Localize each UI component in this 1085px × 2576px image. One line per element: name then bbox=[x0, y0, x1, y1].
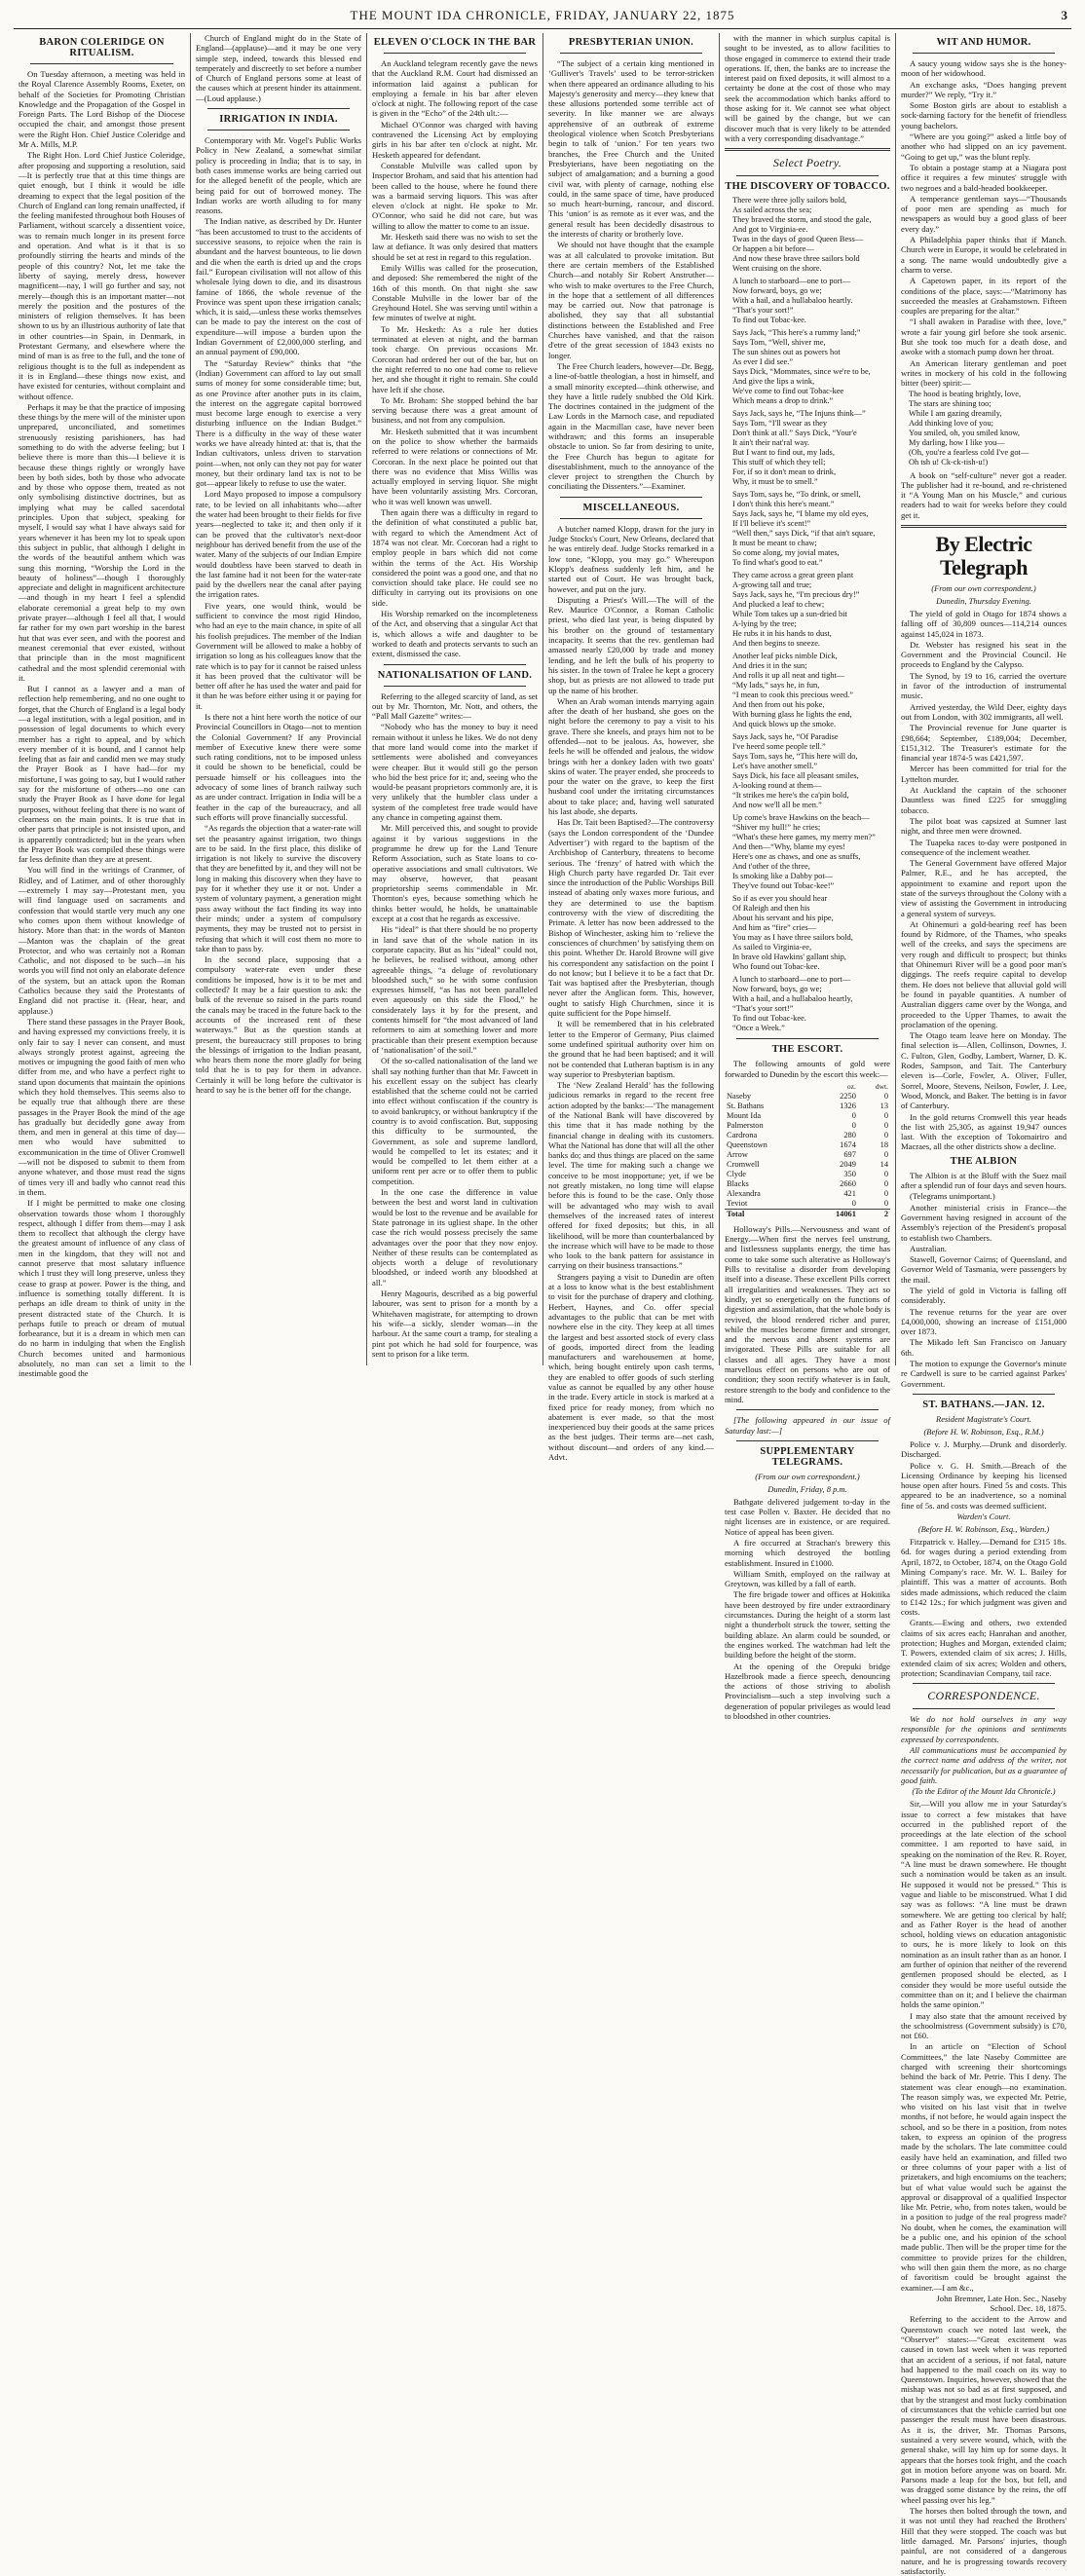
table-cell-place: Cardrona bbox=[727, 1130, 758, 1139]
paragraph: In the second place, supposing that a compulsory water-rate even under these conditions be imposed, how is it to be met and collected? It may be a fair question to ask: the bulk of the revenue so raised in the parts round the canals may be traced in the future back to the accounts of the increased rent of these waterways.” But as the question stands at present, the bureaucracy still proposes to bring the blessings of irrigation to the Indian peasant, who hears them none the more gladly for being told that he is to pay for them in advance. Certainly it will be long before the cultivator is heard to say he is the better off for the change. bbox=[196, 954, 361, 1095]
table-cell-place: Mount Ida bbox=[727, 1110, 762, 1120]
paragraph: The Albion is at the Bluff with the Suez mail after a splendid run of four days and seven hours. bbox=[901, 1170, 1066, 1191]
table-cell-place: Blacks bbox=[727, 1178, 749, 1188]
paragraph: Australian. bbox=[910, 1243, 947, 1253]
table-cell-amount: 0 bbox=[883, 1120, 888, 1130]
poem-stanza: The hood is beating brightly, love, The stars are shining too; While I am gazing dreamily, Add thinking love of you; You smiled, oh, you smiled know, My darling, how I like you— (Oh, you're a fearless cold I've got— Oh tsh u! Ck-ck-tish-u!) bbox=[909, 389, 1029, 467]
paragraph: The “Saturday Review” thinks that “the (Indian) Government can afford to lay out small sums of money for some considerable time; but, as one Province after another puts in its claim, the interest on the aggregate capital borrowed must become large enough to exercise a very disturbing influence on the Indian Budget.” There is a difficulty in the way of these water works we have already hinted at: that is, that the Indian cultivators, unless driven to starvation point—when, not only can they not pay for water money, but their ordinary land tax is not to be got—appear likely to refuse to use the water. bbox=[196, 357, 361, 489]
paragraph: Perhaps it may be that the practice of imposing these things by the mere will of the minister upon unprepared, unconciliated, and sometimes strenuously resisting parishioners, has had something to do with the adverse feeling; but I believe there is more than this—I believe it is because these things rightly or wrongly have been by both sides, both by those who advocate and by those who oppose them, treated as not only symbolising distinctive doctrines, but as implying what may be called sacerdotal principles. Upon that subject, speaking for myself, I would say what I have always said for years whenever it has been my lot to speak upon this subject in public, that although I delight in the words of the beautiful anthem which was sung this morning, “Worship the Lord in the beauty of holiness”—though I thoroughly appreciate and delight in magnificent architecture—and though in my heart I feel a splendid elaborate ceremonial a great help to my own private prayer—although I feel all that, I would far rather for my own part worship in the barest hut that was ever seen, and with the poorest and meanest ceremonial that ever existed, without that principle than in the most magnificent cathedral and the most splendid ceremonial with it. bbox=[19, 401, 185, 683]
paragraph: To Mr. Hesketh: As a rule her duties terminated at eleven at night, and the barman took charge. On previous occasions Mr. Corcoran had ordered her out of the bar, but on the night referred to no one had come to relieve her, and she thought it right to remain. She could have left if she chose. bbox=[372, 323, 538, 394]
table-cell-place: St. Bathans bbox=[727, 1101, 765, 1110]
paragraph: The Indian native, as described by Dr. Hunter “has been accustomed to trust to the accidents of successive seasons, to rejoice when the rain is abundant and the harvest bounteous, to lie down and die when the earth is dried up and the crops fail.” European civilisation will not allow of this wholesale lying down to die, and its disastrous famine of 1866, the whole revenue of the Province was spent upon these irrigation canals; which, it is said,—unless these works themselves can be made to pay the interest on the cost of expenditure—will impose a burden upon the Indian Government of £2,000,000 sterling, and an annual payment of £90,000. bbox=[196, 216, 361, 357]
running-head: THE MOUNT IDA CHRONICLE, FRIDAY, JANUARY 22, 1875 bbox=[350, 8, 735, 22]
paragraph: An American literary gentleman and poet writes in mockery of his cold in the following bitter (beer) spirit:— bbox=[901, 357, 1066, 389]
paragraph: An exchange asks, “Does hanging prevent murder?” We reply, “Try it.” bbox=[901, 79, 1066, 99]
poem-stanza: A lunch to starboard—one to port— Now forward, boys, go we; With a hail, and a hullabaloo heartly. “That's your sort!” To find out Tobac-kee. bbox=[732, 277, 853, 325]
paragraph: Arrived yesterday, the Wild Deer, eighty days out from London, with 302 immigrants, all well. bbox=[901, 701, 1066, 722]
paragraph: Holloway's Pills.—Nervousness and want of Energy.—When first the nerves feel unstrung, and listlessness supplants energy, the time has come to take some such alterative as Holloway's Pills to revitalise a disorder from developing itself into a disease. These excellent Pills correct all irregularities and weaknesses. They act so kindly, yet so energetically on the functions of digestion and assimilation, that the whole body is revived, the blood rendered richer and purer, while the muscles become firmer and stronger, and the nervous and absent systems are invigorated. These Pills are suitable for all classes and all ages. They have a most marvellous effect on persons who are out of condition; they soon rectify whatever is in fault, restore strength to the body and confidence to the mind. bbox=[725, 1223, 890, 1404]
notice: [The following appeared in our issue of Saturday last:—] bbox=[725, 1415, 890, 1436]
divider bbox=[736, 175, 879, 176]
column-3 bbox=[366, 33, 542, 1365]
paragraph: Then again there was a difficulty in regard to the definition of what constituted a public bar, with regard to which the Amendment Act of 1874 was not clear. Mr. Corcoran had a right to employ people in bars which did not come within the terms of the Act. His Worship considered the point was a good one, and that no conviction should take place. He could see no difficulty in carrying out its provisions on one side. bbox=[372, 507, 538, 608]
paragraph: “As regards the objection that a water-rate will set the peasantry against irrigation, two things are to be said. In the first place, this dislike of irrigation is not likely to survive the discovery that they are benefitted by it, and they will not be long in making this discovery when they have to pay for it whether they use it or not. Under a system of voluntary payment, a generation might pass away without the fact finding its way into their minds; under a system of compulsory payments, they may be trusted not to persist in refusing that which it will cost them no more to take than to pass by. bbox=[196, 823, 361, 953]
paragraph: Bathgate delivered judgement to-day in the test case Pollen v. Baxter. He decided that no night licenses are in existence, or are required. Notice of appeal has been given. bbox=[725, 1496, 890, 1537]
paragraph: Has Dr. Tait been Baptised?—The controversy (says the London correspondent of the ‘Dundee Advertiser’) with regard to the baptism of the Archbishop of Canterbury, threatens to become serious. The ‘frenzy’ of hatred with which the High Church party have regarded Dr. Tait ever since the introduction of the Public Worships Bill instead of abating only waxes more furious, and they are determined to use the baptism controversy with the view of discrediting the Primate. A letter has now been addressed to the Bishop of Winchester, asking him to ‘relieve the consciences of churchmen’ by satisfying them on this point. Whether Dr. Harold Browne will give his correspondent any satisfaction on the point I do not know; but I believe it to be a fact that Dr. Tait was baptised after the Presbyterian, though never after the Anglican form. This, however, ought to satisfy High Churchmen, since it is quite sufficient for the Pope himself. bbox=[548, 817, 714, 1019]
poem-stanza: A lunch to starboard—one to port— Now forward, boys, go we; With a hail, and a hullabaloo heartly, “That's your sort!” To find out Tobac-kee. “Once a Week.” bbox=[732, 975, 853, 1033]
table-row bbox=[725, 1150, 890, 1160]
paragraph: The Otago team leave here on Monday. The final selection is—Allen, Collinson, Downes, J. C. Fulton, Glen, Godby, Lambert, Warner, D. K. Rodes, Sampson, and Tait. The Canterbury eleven is—Corle, Fowler, A. Oliver, Fuller, Sorrel, Moore, Stevens, Neilson, Fowler, J. Lee, Wood, Monck, and Baker. The betting is in favor of Canterbury. bbox=[901, 1030, 1066, 1111]
column-5 bbox=[719, 33, 895, 1722]
column-1 bbox=[14, 33, 190, 1379]
columns bbox=[14, 33, 1071, 2576]
paragraph: Mr. Mill perceived this, and sought to provide against it by various suggestions in the programme he drew up for the Land Tenure Reform Association, such as State loans to co-operative associations and small cultivators. We may observe, however, that peasant proprietorship seems commendable in Mr. Thornton's eyes, because something which he thinks better would, he holds, be unattainable except at a cost that he regards as excessive. bbox=[372, 823, 538, 924]
article-heading: SUPPLEMENTARY TELEGRAMS. bbox=[760, 1445, 855, 1468]
paragraph: The Tuapeka races to-day were postponed in consequence of the inclement weather. bbox=[901, 837, 1066, 857]
table-cell-place: Arrow bbox=[727, 1149, 748, 1159]
table-cell-amount: 0 bbox=[883, 1130, 888, 1139]
table-cell-amount: 18 bbox=[879, 1139, 888, 1149]
paragraph: The Mikado left San Francisco on January 6th. bbox=[901, 1337, 1066, 1358]
paragraph: In the gold returns Cromwell this year heads the list with 25,305, as against 19,947 ounces last. With the exception of Tokomairiro and Macraes, all the other districts show a decline. bbox=[901, 1111, 1066, 1152]
divider bbox=[736, 1409, 879, 1410]
paragraph: The following amounts of gold were forwarded to Dunedin by the escort this week:— bbox=[725, 1059, 890, 1079]
paragraph: A fire occurred at Strachan's brewery this morning which destroyed the bottling establishment. Insured in £1000. bbox=[725, 1537, 890, 1568]
poem-stanza: There were three jolly sailors bold, As sailed across the sea; They braved the storm, and stood the gale, And got to Virginia-ee. Twas in the days of good Queen Bess— Or happen a bit before— And now these brave three sailors bold Went cruising on the shore. bbox=[732, 196, 872, 274]
paragraph: In the one case the difference in value between the best and worst land in cultivation would be lost to the revenue and be available for State patronage in its ugliest shape. In the other case the rich would possess precisely the same advantages over the poor that they now enjoy. Neither of these results can be contemplated as objects worth a deluge of revolutionary bloodshed, or indeed worth any bloodshed at all.” bbox=[372, 1187, 538, 1288]
table-cell-amount: 0 bbox=[883, 1198, 888, 1208]
table-row bbox=[725, 1189, 890, 1199]
paragraph: To Mr. Broham: She stopped behind the bar serving because there was a great amount of business, and not from any compulsion. bbox=[372, 394, 538, 426]
paragraph: It will be remembered that in his celebrated letter to the Emperor of Germany, Pius claimed some undefined spiritual authority over him on the ground that he had been baptised; and it will not be contended that Lutheran baptism is in any way superior to Presbyterian baptism. bbox=[548, 1019, 714, 1079]
letter-address: (To the Editor of the Mount Ida Chronicle.) bbox=[912, 1786, 1056, 1797]
paragraph: Church of England might do in the State of England—(applause)—and it may be one very simple step, indeed, towards this blessed end temperately and discreetly to set before a number of Church of England persons some at least of the causes which at present hinder its attainment.—(Loud applause.) bbox=[196, 33, 361, 103]
table-cell-place: Teviot bbox=[727, 1198, 748, 1208]
divider bbox=[736, 1440, 879, 1441]
divider bbox=[725, 148, 890, 151]
paragraph: The yield of gold in Victoria is falling off considerably. bbox=[901, 1285, 1066, 1306]
paragraph: Mr. Hesketh said there was no wish to set the law at defiance. It was only desired that matters should be set at rest in regard to this regulation. bbox=[372, 232, 538, 262]
paragraph: “I shall awaken in Paradise with thee, love,” wrote a fair young girl before she took arsenic. But she took too much for a death dose, and awoke with a stomach pump down her throat. bbox=[901, 317, 1066, 357]
column-6 bbox=[895, 33, 1071, 2576]
paragraph: “Where are you going?” asked a little boy of another who had slipped on an icy pavement. “Going to get up,” was the blunt reply. bbox=[901, 131, 1066, 162]
table-header: dwt. bbox=[875, 1081, 888, 1091]
paragraph: A Capetown paper, in its report of the conditions of the place, says:—“Matrimony has succeeded the measles at Grahamstown. Fifteen couples are preparing for the altar.” bbox=[901, 276, 1066, 317]
paragraph: with the manner in which surplus capital is sought to be invested, as to allow facilities to those engaged in commerce to extend their trade operations. If, then, the banks are to increase the interest paid on fixed deposits, it will almost to a certainty be done at the cost of those who may seek the accommodation which banks afford to those asking for it. We cannot see what object will be gained by the change, but we can discover much that is very likely to be attended with a very corresponding disadvantage.” bbox=[725, 33, 890, 143]
table-cell-amount: 1674 bbox=[840, 1139, 856, 1149]
table-row bbox=[725, 1111, 890, 1121]
table-cell-place: Clyde bbox=[727, 1169, 747, 1178]
table-cell-amount: 2660 bbox=[840, 1178, 856, 1188]
page-number: 3 bbox=[1061, 8, 1067, 22]
table-cell-amount: 0 bbox=[851, 1120, 856, 1130]
paragraph: There stand these passages in the Prayer Book, and having expressed my convictions freely, it is only fair to say I never can consent, and must always strongly protest against, agreeing the motives or impugning the good faith of men who differ from me, and who have a perfect right to stand upon documents that maintain the opinions which they hold themselves. This seems also to be equally true that although there are these passages in the Prayer Book the mind of the age has gradually but decidedly gone away from them, and men in general at this time of day—men who would have submitted to excommunication in the time of Oliver Cromwell—will not be disposed to submit to them from anyone whatever, and those must read the signs of times very ill and badly who cannot read this in them. bbox=[19, 1016, 185, 1197]
paragraph: A Philadelphia paper thinks that if Manch. Church were in Europe, it would be celebrated in a song. The name would undoubtedly give a charm to verse. bbox=[901, 235, 1066, 275]
paragraph: A saucy young widow says she is the honey-moon of her widowhood. bbox=[901, 58, 1066, 79]
divider bbox=[560, 497, 702, 498]
table-cell-place: Queenstown bbox=[727, 1139, 767, 1149]
poem-stanza: Says Jack, says he, “The Injuns think—” Says Tom, “I'll swear as they Don't think at all.” Says Dick, “Your'e It ain't their nat'ral way. But I want to find out, my lads, This stuff of which they tell; For, if so it don't mean to drink, Why, it must be to smell.” bbox=[732, 409, 866, 487]
section-label: Select Poetry. bbox=[772, 156, 842, 170]
paragraph: We should not have thought that the example was at all calculated to provoke imitation. But there are certain members of the Established Church—and notably Sir Robert Anstruther—who wish to make overtures to the Free Church, in the hope that a settlement of all differences may be carried out. Now that patronage is abolished, they say that all substantial distinctions between the Established and Free Churches have vanished, and that the raison d'etre of the great secession of 1843 exists no longer. bbox=[548, 240, 714, 360]
divider bbox=[384, 53, 526, 54]
poem-stanza: So if as ever you should hear Of Raleigh and then his About his servant and his pipe, And him as “fire” cries— You may as I have three sailors bold, As sailed to Virginia-ee, In brave old Hawkins' gallant ship, Who found out Tobac-kee. bbox=[732, 894, 853, 972]
divider bbox=[913, 53, 1055, 54]
paragraph: The Synod, by 19 to 16, carried the overture in favor of the introduction of instrumental music. bbox=[901, 670, 1066, 701]
table-cell-place: Alexandra bbox=[727, 1188, 761, 1198]
paragraph: Another ministerial crisis in France—the Government having resigned in account of the Assembly's rejection of the President's proposal to establish two Chambers. bbox=[901, 1202, 1066, 1243]
table-header bbox=[725, 1082, 811, 1092]
table-cell-amount: 2049 bbox=[840, 1159, 856, 1169]
paragraph: The yield of gold in Otago for 1874 shows a falling off of 30,809 ounces—114,214 ounces against 145,024 in 1873. bbox=[901, 608, 1066, 639]
paragraph: The fire brigade tower and offices at Hokitika have been destroyed by fire under extraordinary circumstances. During the height of a storm last night a thunderbolt struck the tower, setting the building ablaze. An alarm could be sounded, or the engines worked. The watchman had left the building before the height of the storm. bbox=[725, 1589, 890, 1661]
paragraph: Henry Magouris, described as a big powerful labourer, was sent to prison for a month by a Whitehaven magistrate, for attempting to drown his wife—a sickly, slender woman—in the harbour. At the same court a tramp, for stealing a pint pot which he had sold for fourpence, was sent to prison for a like term. bbox=[372, 1288, 538, 1359]
table-cell-amount: 0 bbox=[883, 1149, 888, 1159]
paragraph: Of the so-called nationalisation of the land we shall say nothing further than that Mr. Fawcett in his excellent essay on the subject has clearly established that the scheme could not be carried into effect without confiscation if the country is to avoid bankruptcy, or without bankruptcy if the country is to avoid confiscation. But, supposing this difficulty to be surmounted, the Government, as sole and supreme landlord, would be compelled to let its estates; and it would be compelled to let them either at a uniform rent per acre or to offer them to public competition. bbox=[372, 1056, 538, 1186]
divider bbox=[560, 518, 702, 519]
paragraph: Contemporary with Mr. Vogel's Public Works Policy in New Zealand, a somewhat similar policy is proceeding in India; that is to say, in both cases immense works are being carried out for the alleged benefit of the people, which are being paid for out of borrowed money. The Indian works are worth alluding to for many reasons. bbox=[196, 135, 361, 216]
paragraph: Stawell, Governor Cairns; of Queensland, and Governor Weld of Tasmania, were passengers by the mail. bbox=[901, 1254, 1066, 1285]
paragraph: A butcher named Klopp, drawn for the jury in Judge Stocks's Court, New Orleans, declared that he was entirely deaf. Judge Stocks remarked in a low tone, “Klopp, you may go.” Whereupon Klopp's deafness suddenly left him, and he started out of Court. He was brought back, however, and put on the jury. bbox=[548, 523, 714, 594]
table-row bbox=[725, 1170, 890, 1179]
table-cell-amount: 0 bbox=[883, 1188, 888, 1198]
paragraph: Referring to the alleged scarcity of land, as set out by Mr. Thornton, Mr. Nott, and others, the “Pall Mall Gazette” writes:— bbox=[372, 691, 538, 722]
divider bbox=[913, 1683, 1055, 1684]
table-cell-amount: 14061 bbox=[811, 1209, 858, 1219]
section-heading-correspondence: CORRESPONDENCE. bbox=[927, 1689, 1040, 1703]
paragraph: Sir,—Will you allow me in your Saturday's issue to correct a few mistakes that have occurred in the published report of the proceedings at the late election of the school committee. I am reported to have said, in speaking on the nomination of the Rev. R. Royer, “A line must be drawn somewhere. He thought such a nomination would be taken as an insult. He supposed it would not be pressed.” This is vague and liable to be misconstrued. What I did say was as follows: “A line must be drawn somewhere. We are getting too clerical by half; and as Father Royer is the head of another school, holding views on education antagonistic to ours, he is more likely to look on this nomination as an insult rather than as an honor. I am further of opinion that neither of the reverend gentlemen proposed should be elected, as I consider they would be more useful outside the committee than on it; and I believe the chairman holds the same opinion.” bbox=[901, 1799, 1066, 2010]
table-cell-amount: 0 bbox=[883, 1178, 888, 1188]
paragraph: Referring to the accident to the Arrow and Queenstown coach we noted last week, the “Observer” states:—“Great excitement was caused in town last week when it was reported that an accident of a serious, if not fatal, nature had happened to the mail coach on its way to Queenstown. Inquiries, however, showed that the mishap was not so bad as at first supposed, and that by the strangest and most lucky combination of circumstances that the vehicle carried but one passenger the result must have been disastrous. As it is, the driver, Mr. Thomas Parsons, sustained a very severe wound, which, with the general shake, will lay him up for some days. It appears that the horses took fright, and the coach got in motion before anyone was on board. Mr. Parsons made a leap for the box, but fell, and was dragged some distance by the reins, the off wheel passing over his leg.” bbox=[901, 2314, 1066, 2505]
paragraph: The General Government have offered Major Palmer, R.E., and he has accepted, the appointment to examine and report upon the state of the surveys throughout the Colony with a view of assisting the Government in introducing a general system of surveys. bbox=[901, 858, 1066, 918]
divider bbox=[913, 1708, 1055, 1709]
paragraph: In an article on “Election of School Committees,” the late Naseby Committee are charged with screening their shortcomings behind the back of Mr. Petrie. This I deny. The statement was clear enough—no examination. The reason simply was, we expected Mr. Petrie, who visited on his last visit that in twelve months, if not before, he would again inspect the school, and so be there in a position, from notes taken, to express an opinion of the progress made by the scholars. The late committee could easily have held an examination, and filled two or three columns of your paper with a list of prizetakers, and high encomiums on the teachers; but of what value would such be against the approval or disapproval of a qualified Inspector like Mr. Petrie, who, from notes taken, would be in a position to judge of the real progress made? No doubt, when he comes, the examination will be a public one, and his opinion of the school made public. Then will be the proper time for the committee to provide prizes for the children, who will then gain them the more, as no charge of favoritism could be brought against the examiner.—I am &c., bbox=[901, 2041, 1066, 2293]
article-heading: IRRIGATION IN INDIA. bbox=[219, 114, 338, 126]
table-row bbox=[725, 1199, 890, 1210]
article-heading: THE ESCORT. bbox=[771, 1044, 843, 1056]
paragraph: Mercer has been committed for trial for the Lyttelton murder. bbox=[901, 764, 1066, 784]
table-row bbox=[725, 1140, 890, 1150]
paragraph: “The subject of a certain king mentioned in ‘Gulliver's Travels’ used to be terror-stricken when there appeared an ordinance alluding to his Majesty's generosity and mercy—they knew that these allusions portended some terrible act of severity. In like manner we are always apprehensive of an outbreak of extreme theological violence when Scotch Presbyterians begin to talk of ‘union.’ For ten years two branches, the Free Church and the United Presbyterians, have been negotiating on the subject of amalgamation; and a burning a good civil war, with plenty of carnage, nothing else could, in the same space of time, have produced so much heart-burning, rancour, and discord. This ‘union’ is as remote as it ever was, and the general result has been decidedly disastrous to the interests of charity or brotherly love. bbox=[548, 58, 714, 240]
paragraph: Police v. G. H. Smith.—Breach of the Licensing Ordinance by keeping his licensed house open after hours. Fined 5s and costs. This appeared to be an inadvertence, so a nominal fine of 5s. and costs was deemed sufficient. bbox=[901, 1460, 1066, 1511]
table-cell-amount: 14 bbox=[879, 1159, 888, 1169]
article-heading: NATIONALISATION OF LAND. bbox=[377, 669, 533, 681]
paragraph: When an Arab woman intends marrying again after the death of her husband, she goes on the night before the ceremony to pay a visit to his grave. There she kneels, and prays him not to be offended—not to be jealous. As, however, she feels he will be offended and jealous, the widow brings with her a donkey laden with two goats' skins of water. The prayer ended, she proceeds to pour the water on the grave, to keep the first husband cool under the irritating circumstances about to take place; and, having well saturated his last abode, she departs. bbox=[548, 695, 714, 817]
poem-stanza: They came across a great green plant A-growing tall and true; Says Jack, says he, “I'm precious dry!” And plucked a leaf to chew; While Tom takes up a sun-dried bit A-lying by the tree; He rubs it in his hands to dust, And then begins to sneeze. bbox=[732, 571, 860, 649]
table-cell-amount: 0 bbox=[883, 1110, 888, 1120]
paragraph: You will find in the writings of Cranmer, of Ridley, and of Latimer, and of other thoroughly—extremely I may say—Protestant men, you will find language used on sacraments and confession that would startle very much any one who comes upon them without knowledge of history. More than that: in the words of Manton—Manton was the chaplain of the great Protector, and who was certainly not a Roman Catholic, and not disposed to be such—in his words you will find not only an elaborate defence of the system, but an attack upon the Roman Catholics because they said the Protestants of England did not practise it. (Hear, hear, and applause.) bbox=[19, 865, 185, 1016]
paragraph: The Right Hon. Lord Chief Justice Coleridge, after proposing and supporting a resolution, said—It is perfectly true that at this time things are quiet enough, but I think it would be idle dreaming to expect that the legal position of the Church of England can long remain unaffected, if the feeling manifested throughout both Houses of Parliament, without scarcely a dissentient voice, was to remain much longer in its present force and operation. And what is it that is so profoundly stirring the hearts and minds of the people of this country? Not, let me take the liberty of saying, merely dress, however magnificent—nay, I will go further and say, not merely—though this is an important matter—not merely the position and the postures of the ministers of religion themselves. It has been shown to us by an illustrious authority of late that in other countries—in Spain, in Denmark, in Protestant Germany, and elsewhere where the mind of man is as free to the full, and the tone of religious thought is to the full as independent as it is in England—these things now exist, and have existed for centuries, without complaint and without offence. bbox=[19, 150, 185, 401]
article-heading: PRESBYTERIAN UNION. bbox=[568, 37, 694, 48]
article-heading: BARON COLERIDGE ON RITUALISM. bbox=[39, 37, 165, 58]
paragraph: Five years, one would think, would be sufficient to convince the most rigid Hindoo, who had an eye to the main chance, in spite of all his foolish prejudices. The member of the Indian Government will be allowed to make a hobby of irrigation so long as his colleagues know that the rate which is to pay for it cannot be raised unless it has been proved that the cultivator will be better off after he has used the water and paid for it than he was before either using it or paying for it. bbox=[196, 600, 361, 711]
table-row bbox=[725, 1131, 890, 1140]
poem-stanza: Says Tom, says he, “To drink, or smell, I don't think this here's meant.” Says Jack, says he, “I blame my old eyes, If I'll believe it's scent!” “Well then,” says Dick, “if that ain't square, It must be meant to chaw; So come along, my jovial mates, To find what's good to eat.” bbox=[732, 490, 876, 568]
byline: (From our own correspondent.) bbox=[931, 582, 1036, 593]
paragraph: The horses then bolted through the town, and it was not until they had reached the Brothers' Hill that they were stopped. The coach was but little damaged. Mr. Parsons' injuries, though painful, are not considered of a dangerous nature, and he is progressing towards recovery satisfactorily. bbox=[901, 2506, 1066, 2576]
poem-title: THE DISCOVERY OF TOBACCO. bbox=[725, 181, 890, 193]
paragraph: Michael O'Connor was charged with having contravened the Licensing Act by employing girls in his bar after ten o'clock at night. Mr. Hesketh appeared for defendant. bbox=[372, 119, 538, 160]
paragraph: Constable Mulville was called upon by Inspector Broham, and said that his attention had been called to the house, where he found there was a barmaid serving liquors. This was after eleven o'clock at night. He spoke to Mr. O'Connor, who said he did not care, but was willing to allow the matter to come to an issue. bbox=[372, 160, 538, 231]
table-cell-amount: 350 bbox=[843, 1169, 856, 1178]
divider bbox=[901, 525, 1066, 528]
page-masthead bbox=[14, 6, 1071, 29]
escort-table bbox=[725, 1082, 890, 1219]
column-4 bbox=[542, 33, 719, 1463]
article-heading: ST. BATHANS.—JAN. 12. bbox=[922, 1399, 1045, 1410]
paragraph: (Telegrams unimportant.) bbox=[910, 1191, 995, 1202]
paragraph: A temperance gentleman says—“Thousands of poor men are spending as much for newspapers as would buy a good glass of beer every day.” bbox=[901, 193, 1066, 234]
paragraph: Disputing a Priest's Will.—The will of the Rev. Maurice O'Connor, a Roman Catholic priest, who died last year, is being disputed by his brother on the ground of testamentary incapacity. It seems that the rev. gentleman had amassed nearly £20,000 by trade and money lending, and he left the bulk of his property to his sister. In the town of Tralee he kept a grocery shop, but as priests are not allowed to trade put up the name of his brother. bbox=[548, 594, 714, 695]
paragraph: I may also state that the amount received by the schoolmistress (Government subsidy) is £70, not £60. bbox=[901, 2010, 1066, 2041]
article-heading: WIT AND HUMOR. bbox=[936, 37, 1031, 48]
paragraph: The revenue returns for the year are over £4,000,000, showing an increase of £151,000 over 1873. bbox=[901, 1306, 1066, 1337]
divider bbox=[207, 108, 350, 109]
table-cell-amount: 0 bbox=[851, 1198, 856, 1208]
paragraph: The Provincial revenue for June quarter is £98,664; September, £189,004; December, £151,312. The Treasurer's estimate for the financial year 1874-5 was £421,597. bbox=[901, 723, 1066, 764]
paragraph: Emily Willis was called for the prosecution, and deposed: She remembered the night of the 16th of this month. On that night she saw Constable Mulville in the lower bar of the Greyhound Hotel. She was serving until within a few minutes of twelve at night. bbox=[372, 262, 538, 323]
table-cell-amount: 280 bbox=[843, 1130, 856, 1139]
divider bbox=[30, 63, 173, 64]
table-cell-amount: 2 bbox=[858, 1209, 890, 1219]
paragraph: Lord Mayo proposed to impose a compulsory rate, to be levied on all inhabitants who—after the water had been brought to their fields for five years—neglected to take it; and then only if it can be proved that the cultivator's next-door neighbour has derived benefit from the use of the water. Many of the subjects of our Indian Empire would doubtless have been starved to death in the last famine had it not been for the water-rate paid by the dwellers near the canal after paying the irrigation rates. bbox=[196, 489, 361, 600]
paragraph: An Auckland telegram recently gave the news that the Auckland R.M. Court had dismissed an information laid against a publican for employing a female in his bar after eleven o'clock at night. The following report of the case is given in the “Echo” of the 24th ult.:— bbox=[372, 58, 538, 119]
table-cell-amount: 0 bbox=[883, 1091, 888, 1101]
table-total-row bbox=[725, 1209, 890, 1219]
poem-stanza: Says Jack, says he, “Of Paradise I've heerd some people tell.” Says Tom, says he, “This here will do, Let's have another smell.” Says Dick, his face all pleasant smiles, A-looking round at them— “It strikes me here's the ca'pin bold, And now we'll all be men.” bbox=[732, 732, 859, 810]
section-heading-telegraph: By Electric Telegraph bbox=[935, 531, 1032, 579]
editor-note: All communications must be accompanied by the correct name and address of the writer, not necessarily for publication, but as a guarantee of good faith. bbox=[901, 1745, 1066, 1785]
paragraph: At the opening of the Orepuki bridge Hazelbrook made a fierce speech, denouncing the actions of those striving to abolish Provincialism—such a step involving such a degeneration of popular privileges as would lead to bloodshed in other countries. bbox=[725, 1661, 890, 1722]
court-before: (Before H. W. Robinson, Esq., R.M.) bbox=[923, 1426, 1044, 1437]
court-before: (Before H. W. Robinson, Esq., Warden.) bbox=[917, 1524, 1050, 1535]
paragraph: The motion to expunge the Governor's minute re Cardwell is sure to be carried against Parkes' Government. bbox=[901, 1359, 1066, 1389]
paragraph: At Auckland the captain of the schooner Dauntless was fined £225 for smuggling tobacco. bbox=[901, 785, 1066, 815]
table-row bbox=[725, 1179, 890, 1189]
letter-signoff: John Bremner, Late Hon. Sec., Naseby School. Dec. 18, 1875. bbox=[936, 2293, 1066, 2314]
table-cell-amount: 0 bbox=[883, 1169, 888, 1178]
paragraph: Dr. Webster has resigned his seat in the Government and the Provincial Council. He proceeds to England by the Calypso. bbox=[901, 639, 1066, 670]
table-header-row bbox=[725, 1082, 890, 1092]
table-row bbox=[725, 1092, 890, 1101]
table-cell-place: Total bbox=[725, 1209, 811, 1219]
paragraph: Police v. J. Murphy.—Drunk and disorderly. Discharged. bbox=[901, 1438, 1066, 1460]
article-heading: MISCELLANEOUS. bbox=[582, 502, 680, 513]
divider bbox=[913, 1394, 1055, 1395]
court-label: Resident Magistrate's Court. bbox=[936, 1413, 1031, 1424]
table-cell-amount: 1326 bbox=[840, 1101, 856, 1110]
paragraph: The Free Church leaders, however—Dr. Begg, a line-of-battle theologian, a host in himself, and a small minority excepted—think otherwise, and they have a little rudely snubbed the Old Kirk. The doctrines contained in the judgment of the Law Lords in the Marnoch case, and repudiated again in the Macmillan case, have never been withdrawn; and this forms an insuperable obstacle to union. So far from desiring to unite, the Free Church has begun to agitate for disestablishment, much to the annoyance of the clever project to strengthen the Church by conciliating the Dissenters.”—Examiner. bbox=[548, 360, 714, 492]
paragraph: “Nobody who has the money to buy it need remain without it unless he likes. We do not deny that more land would come into the market if settlements were abolished and conveyances were cheaper. But it would still go the person who bid the best price for it; and, seeing who the would-be peasant proprietors commonly are, it is very unlikely that the humbler class under a system of the completest free trade would have any chance in competing against them. bbox=[372, 722, 538, 823]
poem-stanza: Up come's brave Hawkins on the beach— “Shiver my hull!” he cries; “What's these here games, my merry men?” And then—“Why, blame my eyes! Here's one as chaws, and one as snuffs, And t'other of the three, Is smoking like a Dabby pot— They've found out Tobac-kee!” bbox=[732, 813, 876, 891]
table-cell-amount: 697 bbox=[843, 1149, 856, 1159]
paragraph: Strangers paying a visit to Dunedin are often at a loss to know what is the best establishment to visit for the purchase of drapery and clothing. Herbert, Haynes, and Co. offer special advantages to the public that can be met with nowhere else in the city. They keep at all times the largest and best assorted stock of every class of goods, imported direct from the leading manufacturers and warehousemen at home, which, being bought entirely upon cash terms, they are enabled to offer goods of such sterling value as cannot be equalled by any other house in the trade. Every article in stock is marked at a fixed price for ready money, from which no abatement is ever made, so that the most inexperienced buy their goods at the same prices as the best judges. Their terms are—net cash, without discount—and orders of any kind.—Advt. bbox=[548, 1271, 714, 1463]
paragraph: Some Boston girls are about to establish a sock-darning factory for the benefit of friendless young bachelors. bbox=[901, 100, 1066, 131]
table-row bbox=[725, 1160, 890, 1170]
editor-note: We do not hold ourselves in any way responsible for the opinions and sentiments expressed by correspondents. bbox=[901, 1714, 1066, 1744]
divider bbox=[560, 53, 702, 54]
paragraph: But I cannot as a lawyer and a man of reflection help remembering, and no one ought to forget, that the Church of England is a legal body—a legal institution, with a legal position, and in possession of legal documents to which every member has a right to appeal, and by which every member of it is bound, and I cannot help feeling that as fair and candid men we may study the Prayer Book as I have had—for my misfortune, I was going to say, but I would rather say for the misfortune of others—no one can study the Prayer Book as I have done for legal purposes, without feeling that there is no want of clearness on the main points. It is true that in other parts that principle is not insisted upon, and is apparently contradicted; but in the years when the Prayer Book was compiled these things were far less definite than they are at present. bbox=[19, 684, 185, 865]
article-heading: THE ALBION bbox=[950, 1155, 1018, 1167]
paragraph: Mr. Hesketh submitted that it was incumbent on the police to show whether the barmaids referred to were relations or connections of Mr. Corcoran. In the next place he pointed out that there was no evidence that Miss Willis was actually employed in serving liquor. She might have been voluntarily assisting Mrs. Corcoran, who it was well known was unwell. bbox=[372, 426, 538, 506]
paragraph: On Tuesday afternoon, a meeting was held in the Royal Clarence Assembly Rooms, Exeter, on behalf of the Societies for Promoting Christian Knowledge and the Propagation of the Gospel in Foreign Parts. The Lord Bishop of the Diocese occupied the chair, and amongst those present were the Right Hon. Chief Justice Coleridge and Mr A. Mills, M.P. bbox=[19, 69, 185, 150]
table-row bbox=[725, 1101, 890, 1111]
table-row bbox=[725, 1121, 890, 1131]
paragraph: The pilot boat was capsized at Sumner last night, and three men were drowned. bbox=[901, 815, 1066, 837]
paragraph: A book on “self-culture” never got a reader. The publisher had it re-bound, and re-christened it “A Young Man on his Muscle,” and curious readers had to wait for weeks before they could get it. bbox=[901, 469, 1066, 520]
paragraph: His Worship remarked on the incompleteness of the Act, and observing that a singular Act that is, which allows a wife and daughter to be worked to death and protects servants to such an extent, dismissed the case. bbox=[372, 609, 538, 659]
poem-stanza: Says Jack, “This here's a rummy land;” Says Tom, “Well, shiver me, The sun shines out as powers hot As ever I did see.” Says Dick, “Mommates, since we're to be, And give the lips a wink, We've come to find out Tobac-kee Which means a drop to drink.” bbox=[732, 328, 871, 406]
table-cell-amount: 421 bbox=[843, 1188, 856, 1198]
table-cell-amount: 13 bbox=[879, 1101, 888, 1110]
article-heading: ELEVEN O'CLOCK IN THE BAR bbox=[373, 37, 537, 48]
dateline: Dunedin, Thursday Evening. bbox=[936, 595, 1031, 606]
divider bbox=[384, 686, 526, 687]
paragraph: Grants.—Ewing and others, two extended claims of six acres each; Hanrahan and another, protection; Hughes and Morgan, extended claim; T. Powers, extended claim of six acres; J. Hills, extended claim of six acres; Wolden and others, protection; Scandinavian Company, tail race. bbox=[901, 1618, 1066, 1678]
poem-stanza: Another leaf picks nimble Dick, And dries it in the sun; And rolls it up all neat and tight— “My lads,” says he, in fun, “I mean to cook this precious weed.” And then from out his poke, With burning glass he lights the end, And quick blows up the smoke. bbox=[732, 652, 853, 729]
escort-table-body bbox=[725, 1092, 890, 1219]
table-cell-amount: 2250 bbox=[840, 1091, 856, 1101]
table-cell-place: Cromwell bbox=[727, 1159, 760, 1169]
divider bbox=[207, 130, 350, 131]
table-header: oz. bbox=[846, 1081, 856, 1091]
divider bbox=[736, 1038, 879, 1039]
divider bbox=[384, 664, 526, 665]
paragraph: Is there not a hint here worth the notice of our Provincial Councillors in Otago—not to mention the Colonial Government? If any Provincial member of Executive knew there were some such rating conditions, not to be imposed unless it could be shown to be beneficial, could be persuade himself or his colleagues into the advocacy of some lines of branch railway such as are under contract. Irrigation in India will be a feather in the cap of the bureaucracy, and all such efforts will prove financially successful. bbox=[196, 712, 361, 822]
court-label: Warden's Court. bbox=[956, 1512, 1011, 1522]
paragraph: William Smith, employed on the railway at Greytown, was killed by a fall of earth. bbox=[725, 1568, 890, 1589]
byline: (From our own correspondent.) bbox=[755, 1471, 860, 1481]
paragraph: To obtain a postage stamp at a Niagara post office it requires a few minutes' struggle with two negroes and a bald-headed bookkeeper. bbox=[901, 162, 1066, 193]
paragraph: His “ideal” is that there should be no property in land save that of the whole nation in its corporate capacity. But as his “ideal” could not, he believes, be realised without, among other agreeable things, “a deluge of revolutionary bloodshed such,” so he with some confusion expresses himself, “as has not been paralleled even aqueously on this side the Flood,” he considerately lays it by for the present, and contents himself for “the most advanced of land reformers to aim at something lower and more practicable than their present exemption because of ‘nationalisation’ of the soil.” bbox=[372, 924, 538, 1055]
paragraph: At Ohinemuri a gold-bearing reef has been found by Ridmore, of the Thames, who speaks well of the creeks, and says the specimens are very rough and difficult to prospect; but thinks that Ohinemuri River will be a good poor man's diggings. The reefs require capital to develop them. He does not believe that alluvial gold will be found in payable quantities. A number of Australian diggers came over by the Wonga, and proceeded to the Upper Thames, to await the proclamation of the opening. bbox=[901, 918, 1066, 1029]
paragraph: Fitzpatrick v. Halley.—Demand for £315 18s. 6d. for wages during a period extending from April, 1872, to October, 1874, on the Otago Gold Mining Company's race. Mr. W. L. Bailey for plaintiff. This was a matter of accounts. Both sides made admissions, which reduced the claim to £142 12s.; for which judgment was given and costs. bbox=[901, 1537, 1066, 1618]
dateline: Dunedin, Friday, 8 p.m. bbox=[767, 1483, 847, 1494]
table-cell-place: Palmerston bbox=[727, 1120, 764, 1130]
table-cell-place: Naseby bbox=[727, 1091, 752, 1101]
paragraph: If I might be permitted to make one closing observation towards those whom I thoroughly respect, although I differ from them—may I ask them to recollect that although the clergy have the greatest amount of influence of any class of men in the kingdom, that they will not and cannot preserve that most salutary influence which I trust they will long preserve, unless they cease to grasp at power. Power is the thing, and influence is something totally different. It is perhaps an idle dream to think of unity in the present distracted state of the Church. It is perhaps futile to preach or dream of mutual forbearance, but it is a dream in which men can do no harm in indulging that when the English Church becomes united and harmonious absolutely, no man can set a limit to the inestimable good the bbox=[19, 1198, 185, 1379]
paragraph: The ‘New Zealand Herald’ has the following judicious remarks in regard to the recent free action adopted by the banks:—‘The management of the National Bank will have discovered by this time that it has made nothing by the financial change in dealing with its customers. What the National has done that will all the other banks do; and thus things are placed on the same level. The time for making such a change we conceive to be most inopportune; yet, if we be not greatly mistaken, no long time will elapse before this is found to be the case. Only those will be advantaged who may wish to avail themselves of the increased rates of interest offered for fixed deposits; but this, in all likelihood, will be more than counterbalanced by the increase which will have to be made to those who look to the bank pattern for assistance in carrying on their business transactions.” bbox=[548, 1080, 714, 1271]
column-2 bbox=[190, 33, 366, 1365]
table-cell-amount: 0 bbox=[851, 1110, 856, 1120]
